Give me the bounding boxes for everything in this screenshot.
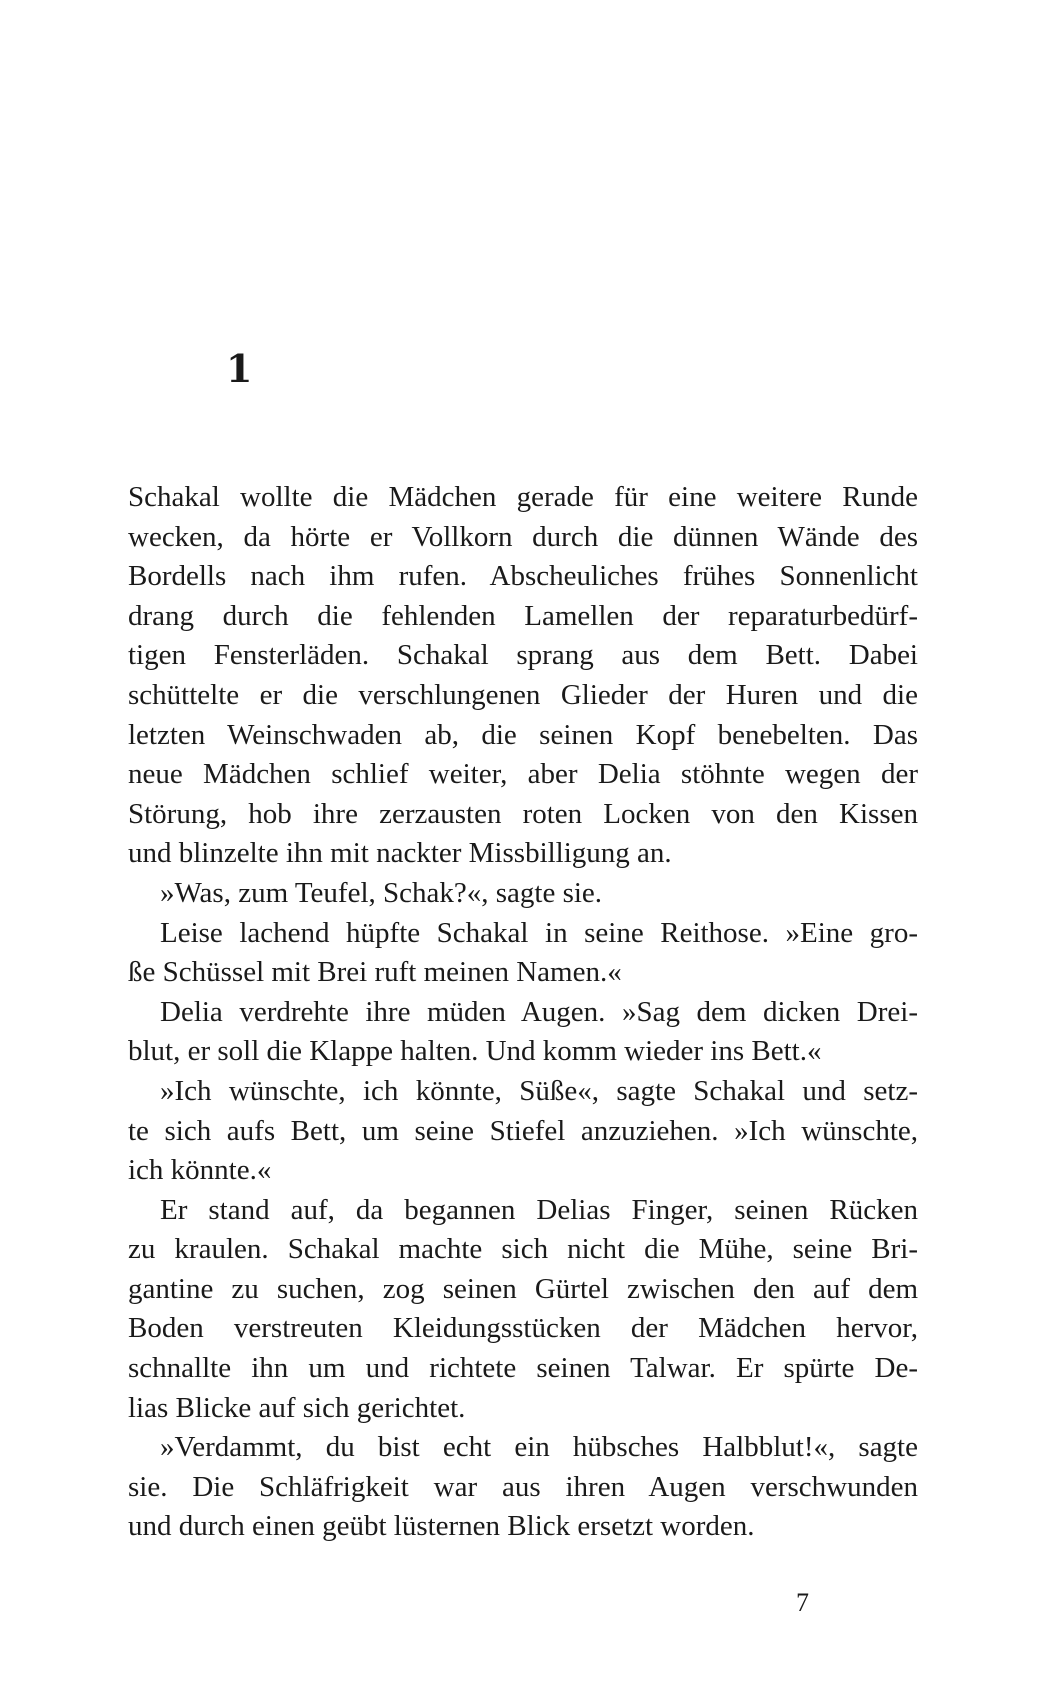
chapter-body-text xyxy=(128,478,918,1547)
text-line: und blinzelte ihn mit nackter Missbilligung an. xyxy=(128,837,672,870)
text-line: Leise lachend hüpfte Schakal in seine Reithose. »Eine gro- xyxy=(160,916,918,949)
text-line: Störung, hob ihre zerzausten roten Locken von den Kissen xyxy=(128,797,918,830)
text-line: Bordells nach ihm rufen. Abscheuliches frühes Sonnenlicht xyxy=(128,560,918,593)
text-line: wecken, da hörte er Vollkorn durch die dünnen Wände des xyxy=(128,520,918,553)
text-line: »Verdammt, du bist echt ein hübsches Halbblut!«, sagte xyxy=(160,1431,918,1464)
text-line: schüttelte er die verschlungenen Glieder der Huren und die xyxy=(128,678,918,711)
text-line: te sich aufs Bett, um seine Stiefel anzuziehen. »Ich wünschte, xyxy=(128,1114,918,1147)
text-line: gantine zu suchen, zog seinen Gürtel zwischen den auf dem xyxy=(128,1272,918,1305)
text-line: und durch einen geübt lüsternen Blick ersetzt worden. xyxy=(128,1510,755,1543)
text-line: letzten Weinschwaden ab, die seinen Kopf benebelten. Das xyxy=(128,718,918,751)
text-line: tigen Fensterläden. Schakal sprang aus dem Bett. Dabei xyxy=(128,639,918,672)
text-line: Delia verdrehte ihre müden Augen. »Sag dem dicken Drei- xyxy=(160,995,918,1028)
text-line: »Ich wünschte, ich könnte, Süße«, sagte Schakal und setz- xyxy=(160,1074,918,1107)
text-line: ße Schüssel mit Brei ruft meinen Namen.« xyxy=(128,956,622,989)
text-line: Schakal wollte die Mädchen gerade für eine weitere Runde xyxy=(128,481,918,513)
text-line: lias Blicke auf sich gerichtet. xyxy=(128,1391,466,1424)
text-line: blut, er soll die Klappe halten. Und komm wieder ins Bett.« xyxy=(128,1035,822,1068)
text-line: zu kraulen. Schakal machte sich nicht die Mühe, seine Bri- xyxy=(128,1233,918,1266)
text-line: »Was, zum Teufel, Schak?«, sagte sie. xyxy=(160,876,603,909)
text-line: sie. Die Schläfrigkeit war aus ihren Augen verschwunden xyxy=(128,1470,918,1503)
text-line: Boden verstreuten Kleidungsstücken der Mädchen hervor, xyxy=(128,1312,918,1345)
text-line: drang durch die fehlenden Lamellen der reparaturbedürf- xyxy=(128,599,918,632)
text-line: Er stand auf, da begannen Delias Finger, seinen Rücken xyxy=(160,1193,918,1226)
text-line: neue Mädchen schlief weiter, aber Delia stöhnte wegen der xyxy=(128,758,918,791)
chapter-number: 1 xyxy=(226,346,253,391)
text-line: ich könnte.« xyxy=(128,1154,272,1187)
text-line: schnallte ihn um und richtete seinen Talwar. Er spürte De- xyxy=(128,1352,918,1385)
page-number: 7 xyxy=(796,1588,809,1617)
